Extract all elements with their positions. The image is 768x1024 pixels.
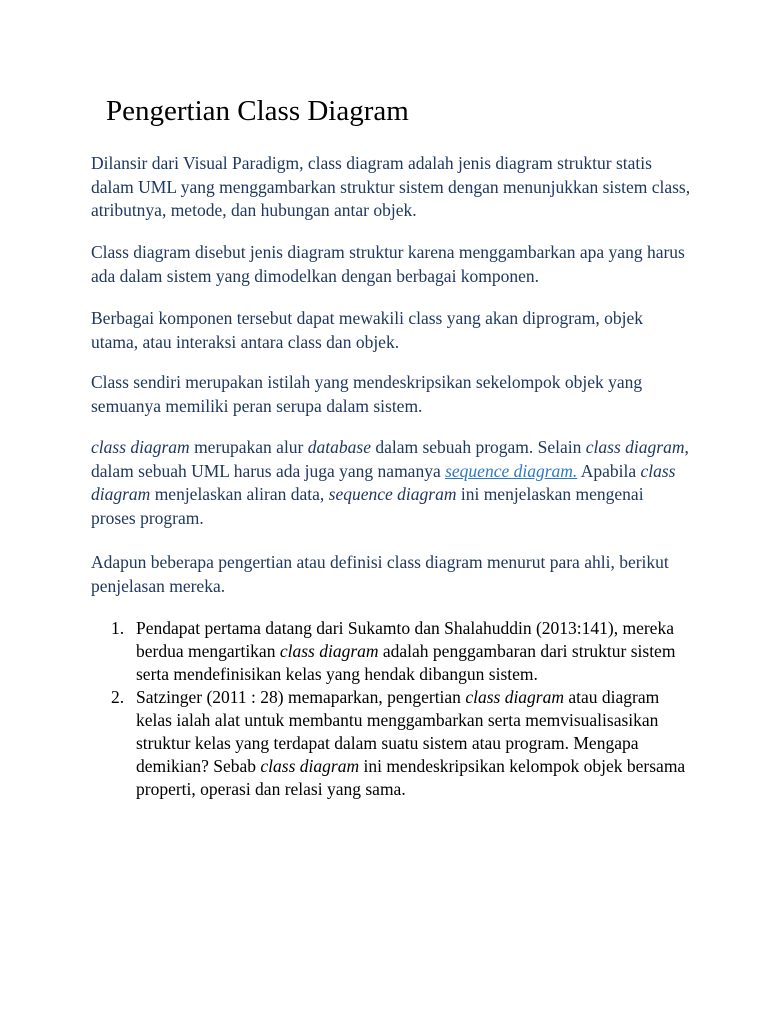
paragraph-sequence-diagram bbox=[91, 436, 691, 530]
paragraph-components: Berbagai komponen tersebut dapat mewakili class yang akan diprogram, objek utama, atau interaksi antara class dan objek. bbox=[91, 308, 644, 352]
text-run: Apabila bbox=[577, 460, 641, 481]
italic-term: sequence diagram bbox=[328, 484, 457, 504]
text-run: , dalam sebuah UML harus ada juga yang namanya bbox=[91, 437, 689, 481]
list-item bbox=[91, 686, 691, 801]
italic-term: class diagram bbox=[585, 437, 685, 457]
list-item bbox=[91, 617, 691, 686]
italic-term: class diagram bbox=[260, 756, 360, 776]
paragraph-expert-intro: Adapun beberapa pengertian atau definisi class diagram menurut para ahli, berikut penjelasan mereka. bbox=[91, 552, 669, 596]
text-run: dalam sebuah progam. Selain bbox=[370, 437, 586, 457]
sequence-diagram-link[interactable]: sequence diagram. bbox=[445, 460, 578, 481]
text-run: adalah penggambaran dari struktur sistem serta mendefinisikan kelas yang hendak dibangun sistem. bbox=[136, 641, 676, 684]
text-run: Pendapat pertama datang dari Sukamto dan Shalahuddin (2013:141), mereka berdua mengartikan bbox=[136, 618, 674, 661]
paragraph-structure-diagram: Class diagram disebut jenis diagram struktur karena menggambarkan apa yang harus ada dalam sistem yang dimodelkan dengan berbagai komponen. bbox=[91, 242, 685, 286]
paragraph-class-meaning: Class sendiri merupakan istilah yang mendeskripsikan sekelompok objek yang semuanya memiliki peran serupa dalam sistem. bbox=[91, 372, 643, 416]
text-run: atau diagram kelas ialah alat untuk membantu menggambarkan serta memvisualisasikan struktur kelas yang terdapat dalam suatu sistem atau program. Mengapa demikian? Sebab bbox=[136, 687, 660, 776]
italic-term: class diagram bbox=[91, 460, 676, 504]
paragraph-definition: Dilansir dari Visual Paradigm, class diagram adalah jenis diagram struktur statis dalam UML yang menggambarkan struktur sistem dengan menunjukkan sistem class, atributnya, metode, dan hubungan antar objek. bbox=[91, 153, 691, 220]
text-run: menjelaskan aliran data, bbox=[150, 484, 329, 504]
text-run: ini menjelaskan mengenai proses program. bbox=[91, 484, 644, 528]
page-title: Pengertian Class Diagram bbox=[106, 95, 409, 127]
text-run: Satzinger (2011 : 28) memaparkan, pengertian bbox=[136, 687, 466, 707]
italic-term: class diagram bbox=[465, 687, 564, 707]
italic-term: database bbox=[307, 437, 371, 457]
italic-term: class diagram bbox=[279, 641, 379, 661]
list-number: 2. bbox=[111, 687, 125, 707]
text-run: ini mendeskripsikan kelompok objek bersama properti, operasi dan relasi yang sama. bbox=[136, 756, 686, 799]
expert-definitions-list bbox=[91, 617, 691, 801]
list-number: 1. bbox=[111, 618, 125, 638]
text-run: merupakan alur bbox=[189, 437, 308, 457]
italic-term: class diagram bbox=[91, 437, 190, 457]
